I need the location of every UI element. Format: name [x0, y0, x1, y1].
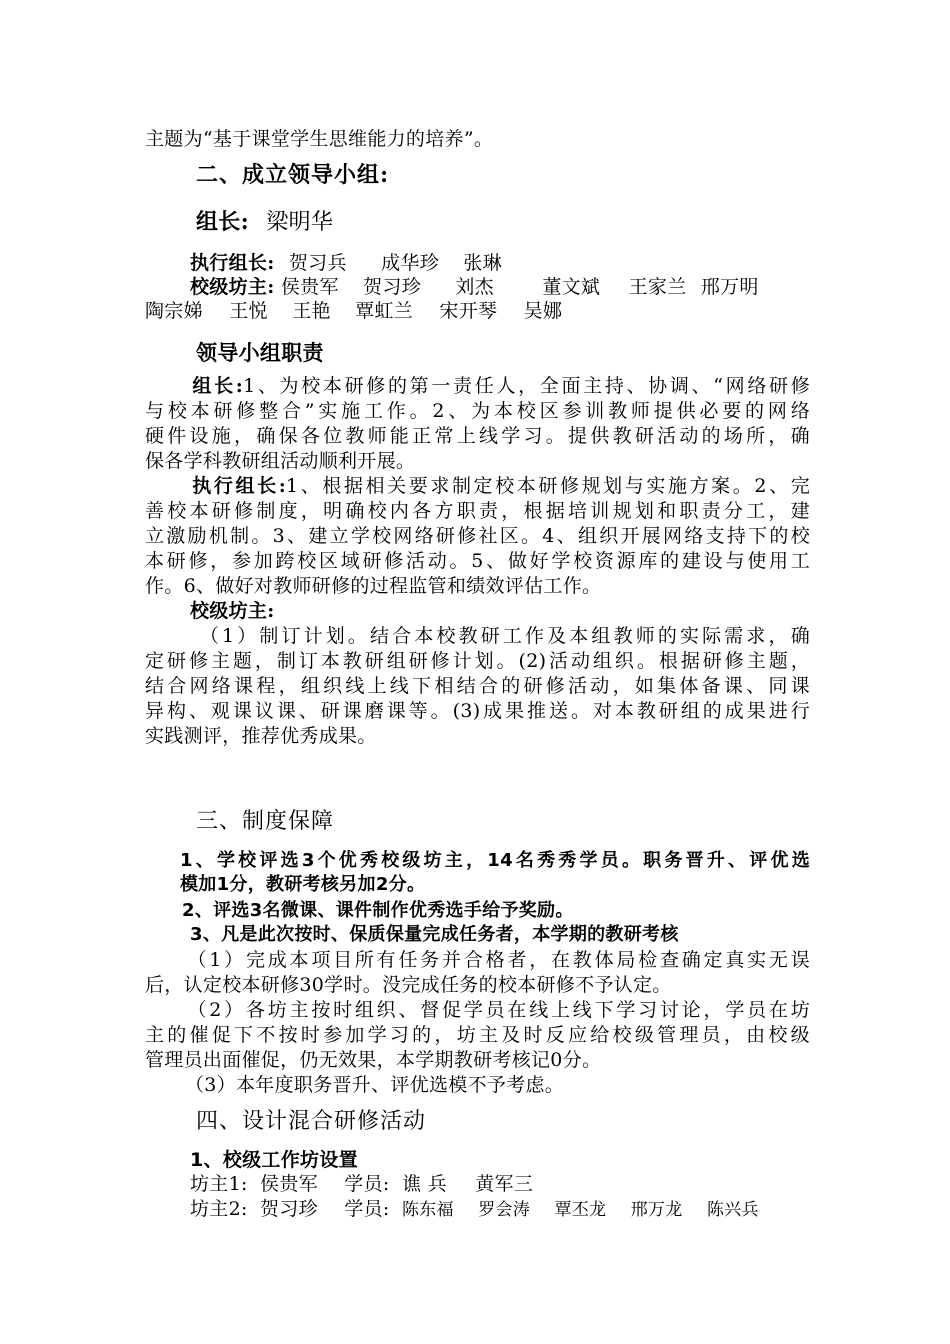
host-name: 王家兰	[628, 276, 687, 298]
workshop-member-label: 学员:	[344, 1198, 390, 1220]
leader-duty-line: 组长:1、为校本研修的第一责任人，全面主持、协调、“网络研修	[190, 375, 810, 397]
policy-sub-1: （1）完成本项目所有任务并合格者，在教体局检查确定真实无误	[185, 949, 810, 971]
host-row-1	[190, 275, 855, 300]
leader-duty-label: 组长:	[190, 375, 244, 397]
workshop-row	[190, 1197, 855, 1223]
host-name: 陶宗娣	[145, 300, 203, 322]
host-name: 侯贵军	[280, 276, 339, 298]
host-row-2	[145, 299, 810, 324]
exec-duty-label: 执行组长:	[190, 475, 287, 497]
workshop-host: 贺习珍	[260, 1198, 318, 1220]
policy-item-1-cont: 模加1分，教研考核另加2分。	[180, 874, 426, 895]
leader-duty-line: 与校本研修整合”实施工作。2、为本校区参训教师提供必要的网络	[145, 400, 810, 422]
exec-name: 成华珍	[381, 252, 440, 274]
host-name: 王悦	[229, 300, 268, 322]
policy-item-3: 3、凡是此次按时、保质保量完成任务者，本学期的教研考核	[190, 924, 679, 945]
policy-item-2: 2、评选3名微课、课件制作优秀选手给予奖励。	[182, 900, 574, 921]
workshop-host-label: 坊主1:	[190, 1173, 248, 1195]
host-name: 王艳	[292, 300, 331, 322]
exec-label: 执行组长:	[190, 252, 275, 274]
workshop-member: 罗会涛	[478, 1200, 531, 1220]
host-duty-line: 结合网络课程，组织线上线下相结合的研修活动，如集体备课、同课	[145, 675, 810, 697]
host-name: 董文斌	[542, 276, 601, 298]
leader-duty-line: 硬件设施，确保各位教师能正常上线学习。提供教研活动的场所，确	[145, 425, 810, 447]
host-name: 刘杰	[455, 276, 494, 298]
host-label: 校级坊主:	[190, 276, 275, 298]
host-name: 邢万明	[700, 276, 759, 298]
host-duty-line: （1）制订计划。结合本校教研工作及本组教师的实际需求，确	[197, 625, 810, 647]
leader-label: 组长:	[196, 209, 250, 235]
exec-duty-line: 执行组长:1、根据相关要求制定校本研修规划与实施方案。2、完	[190, 475, 810, 497]
policy-item-1: 1、学校评选3个优秀校级坊主，14名秀秀学员。职务晋升、评优选	[180, 850, 810, 871]
policy-sub-3: （3）本年度职务晋升、评优选模不予考虑。	[185, 1074, 565, 1096]
exec-name: 张琳	[463, 252, 502, 274]
host-name: 吴娜	[523, 300, 563, 322]
host-duty-line: 异构、观课议课、研课磨课等。(3)成果推送。对本教研组的成果进行	[145, 700, 810, 722]
workshop-member: 覃丕龙	[554, 1200, 607, 1220]
workshop-member: 黄军三	[475, 1173, 534, 1195]
host-name: 覃虹兰	[355, 300, 414, 322]
host-name: 贺习珍	[363, 276, 422, 298]
intro-line: 主题为“基于课堂学生思维能力的培养”。	[145, 128, 494, 150]
workshop-host-label: 坊主2:	[190, 1198, 248, 1220]
host-duty-line: 实践测评，推荐优秀成果。	[145, 725, 377, 747]
section2-heading: 二、成立领导小组:	[196, 162, 390, 188]
leader-name: 梁明华	[266, 210, 334, 235]
workshop-member-label: 学员:	[344, 1173, 390, 1195]
workshop-host: 侯贵军	[260, 1173, 318, 1195]
host-duty-line: 定研修主题，制订本教研组研修计划。(2)活动组织。根据研修主题，	[145, 650, 810, 672]
exec-name: 贺习兵	[288, 252, 347, 274]
policy-sub-2: （2）各坊主按时组织、督促学员在线上线下学习讨论，学员在坊	[185, 999, 810, 1021]
workshop-member: 陈兴兵	[706, 1200, 759, 1220]
exec-duty-line: 作。6、做好对教师研修的过程监管和绩效评估工作。	[145, 575, 602, 597]
workshop-member: 邢万龙	[630, 1200, 683, 1220]
leader-duty-line: 保各学科教研组活动顺利开展。	[145, 450, 416, 472]
workshop-sub-heading: 1、校级工作坊设置	[190, 1149, 358, 1171]
exec-duty-line: 善校本研修制度，明确校内各方职责，根据培训规划和职责分工，建	[145, 500, 810, 522]
workshop-row	[190, 1172, 855, 1197]
duty-heading: 领导小组职责	[196, 340, 324, 365]
workshop-member: 陈东福	[401, 1200, 454, 1220]
host-duty-label: 校级坊主:	[190, 600, 275, 622]
workshop-member: 谯 兵	[401, 1173, 447, 1195]
exec-duty-line: 立激励机制。3、建立学校网络研修社区。4、组织开展网络支持下的校	[145, 525, 810, 547]
host-name: 宋开琴	[439, 300, 498, 322]
exec-leader-row	[190, 251, 855, 276]
policy-sub-2-cont: 管理员出面催促，仍无效果，本学期教研考核记0分。	[145, 1049, 602, 1071]
section3-heading: 三、制度保障	[196, 809, 335, 834]
section4-heading: 四、设计混合研修活动	[196, 1109, 427, 1134]
policy-sub-1-cont: 后，认定校本研修30学时。没完成任务的校本研修不予认定。	[145, 974, 672, 996]
policy-sub-2-cont: 主的催促下不按时参加学习的，坊主及时反应给校级管理员，由校级	[145, 1024, 810, 1046]
leader-row	[196, 210, 861, 235]
exec-duty-line: 本研修，参加跨校区域研修活动。5、做好学校资源库的建设与使用工	[145, 550, 810, 572]
